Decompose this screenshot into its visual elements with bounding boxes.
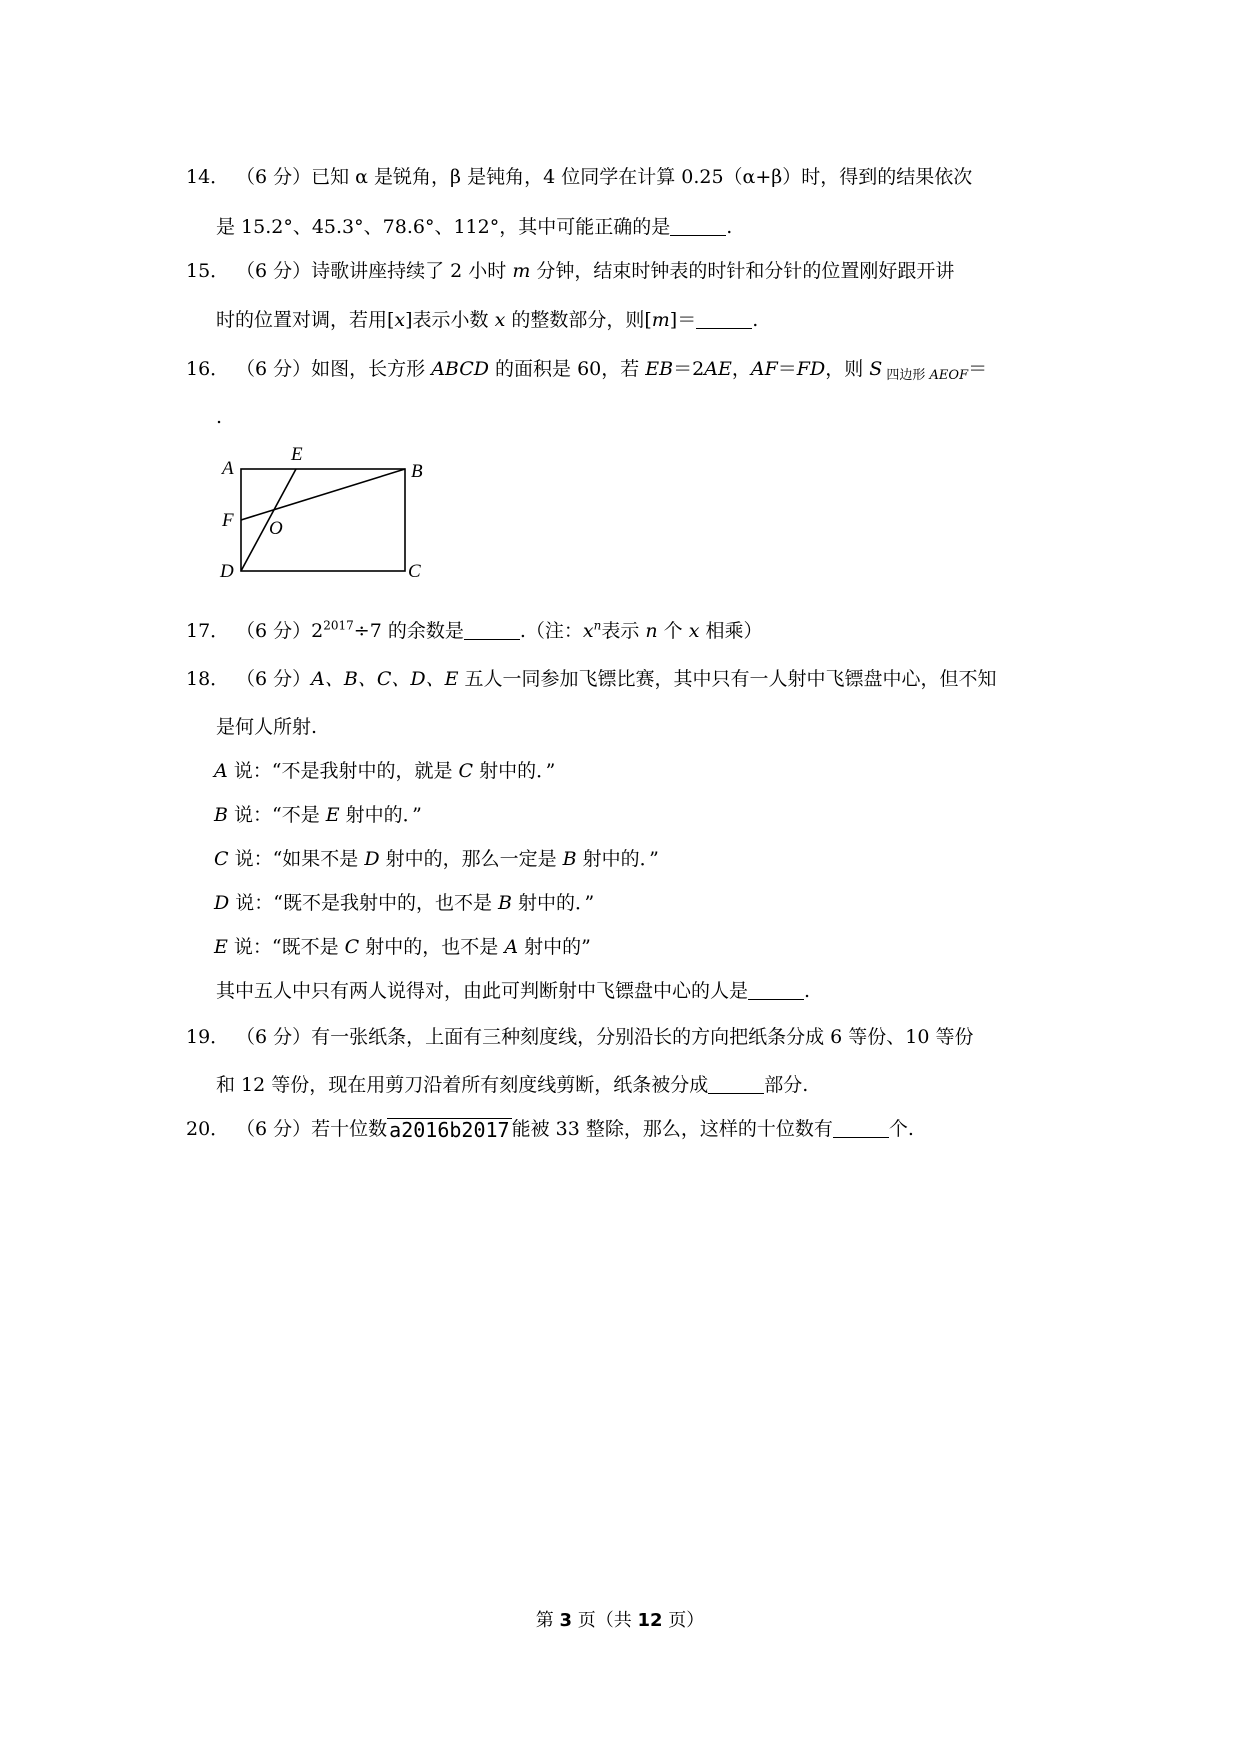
problem-text: ，则 [825,358,870,380]
problem-text: 相乘） [699,620,763,642]
problem-18-line-2 [216,714,317,740]
variable: C [214,848,229,870]
page-number: 3 [559,1610,572,1631]
variable: A、B、C、D、E [311,668,459,690]
statement-d [214,890,594,916]
rectangle-figure [218,444,438,584]
problem-text: . [216,406,223,428]
problem-text: 分钟，结束时钟表的时针和分针的位置刚好跟开讲 [530,260,955,282]
problem-18-line-1 [186,666,997,692]
variable: EB [645,358,674,380]
problem-number: 16． [186,358,230,380]
variable: m [651,309,670,331]
variable: E [214,936,228,958]
problem-text: 能被 33 整除，那么，这样的十位数有 [511,1118,833,1140]
variable: x [582,620,594,642]
variable: n [645,620,658,642]
problem-text: 射中的，也不是 [359,936,505,958]
variable: x [394,309,406,331]
problem-number: 18． [186,668,230,690]
answer-blank [464,621,520,640]
variable: x [688,620,700,642]
problem-15-line-1 [186,258,954,284]
variable: B [214,804,228,826]
problem-19-line-2 [216,1072,808,1098]
statement-c [214,846,659,872]
answer-blank [833,1119,889,1138]
variable: S [869,358,883,380]
problem-text: 的面积是 60，若 [489,358,646,380]
problem-text: 和 12 等份，现在用剪刀沿着所有刻度线剪断，纸条被分成 [216,1074,709,1096]
problem-20-line-1 [186,1116,914,1142]
problem-14-line-1 [186,164,972,190]
problem-text: 五人一同参加飞镖比赛，其中只有一人射中飞镖盘中心，但不知 [458,668,997,690]
subscript: 四边形 [882,368,930,383]
variable: m [512,260,531,282]
problem-text: . [804,980,811,1002]
figure-label-e: E [291,444,303,465]
problem-16-line-2 [216,404,222,430]
problem-text: ]＝ [669,309,697,331]
variable: FD [796,358,826,380]
problem-text: 是何人所射. [216,716,318,738]
problem-number: 15． [186,260,230,282]
page-total: 12 [637,1610,663,1631]
problem-text: 的整数部分，则[ [505,309,652,331]
figure-label-f: F [222,510,234,531]
answer-blank [748,981,804,1000]
problem-text: ， [731,358,751,380]
problem-text: 射中的．” [512,892,595,914]
problem-text: 说：“既不是 [227,936,345,958]
figure-label-b: B [411,461,423,482]
problem-text: 其中五人中只有两人说得对，由此可判断射中飞镖盘中心的人是 [216,980,749,1002]
variable: A [504,936,519,958]
variable: A [214,760,228,782]
figure-label-d: D [220,561,234,582]
figure-label-o: O [269,518,283,539]
exponent: n [593,618,602,633]
problem-number: 19． [186,1026,230,1048]
page-footer [0,1609,1240,1633]
problem-text: 射中的，那么一定是 [379,848,563,870]
rectangle-abcd [241,469,405,571]
problem-text: 说：“不是 [227,804,326,826]
segment-bf [241,469,405,520]
problem-text: 如图，长方形 [311,358,432,380]
variable: B [498,892,512,914]
problem-15-line-2 [216,307,758,333]
statement-e [214,934,591,960]
variable: x [494,309,506,331]
answer-blank [696,310,752,329]
problem-text: ＝ [968,358,988,380]
variable: B [562,848,577,870]
variable: C [344,936,360,958]
problem-text: 说：“既不是我射中的，也不是 [229,892,499,914]
problem-text: 已知 α 是锐角，β 是钝角，4 位同学在计算 0.25（α+β）时，得到的结果依次 [311,166,973,188]
problem-text: . [726,216,733,238]
problem-text: 射中的．” [339,804,422,826]
problem-text: 说：“不是我射中的，就是 [227,760,459,782]
variable: E [325,804,340,826]
problem-14-line-2 [216,214,732,240]
statement-b [214,802,422,828]
problem-16-line-1 [186,356,987,389]
variable: D [364,848,380,870]
problem-text: 是 15.2°、45.3°、78.6°、112°，其中可能正确的是 [216,216,671,238]
answer-blank [670,217,726,236]
problem-text: ＝ [777,358,797,380]
problem-text: 部分. [764,1074,809,1096]
problem-18-conclusion [216,978,810,1004]
problem-17-line-1 [186,618,763,644]
footer-text: 页（共 [572,1610,638,1631]
statement-a [214,758,555,784]
problem-text: 表示 [601,620,646,642]
problem-text: ]表示小数 [405,309,495,331]
variable: ABCD [431,358,489,380]
problem-text: 射中的” [518,936,591,958]
problem-text: 若十位数 [311,1118,388,1140]
problem-text: ＝2 [673,358,705,380]
problem-text: 诗歌讲座持续了 2 小时 [311,260,513,282]
subscript: AEOF [929,368,969,383]
problem-text: 2 [311,620,324,642]
problem-number: 17． [186,620,230,642]
problem-text: .（注： [519,620,583,642]
exponent: 2017 [323,618,354,633]
problem-score: （6 分） [236,668,312,690]
problem-text: 说：“如果不是 [228,848,365,870]
variable: C [458,760,474,782]
figure-label-c: C [408,561,421,582]
problem-text: 有一张纸条，上面有三种刻度线，分别沿长的方向把纸条分成 6 等份、10 等份 [311,1026,974,1048]
answer-blank [708,1075,764,1094]
problem-text: 个. [888,1118,914,1140]
problem-score: （6 分） [236,358,312,380]
problem-text: 射中的．” [473,760,556,782]
problem-number: 14． [186,166,230,188]
footer-text: 页） [662,1610,705,1631]
variable: D [214,892,230,914]
problem-score: （6 分） [236,620,312,642]
problem-score: （6 分） [236,1118,312,1140]
problem-number: 20． [186,1118,230,1140]
variable: AF [750,358,778,380]
problem-text: ÷7 的余数是 [353,620,464,642]
problem-text: . [752,309,759,331]
footer-text: 第 [535,1610,560,1631]
figure-label-a: A [222,458,234,479]
problem-text: 射中的．” [576,848,659,870]
problem-score: （6 分） [236,1026,312,1048]
overlined-number: a2016b2017 [389,1118,510,1142]
variable: AE [704,358,732,380]
problem-score: （6 分） [236,260,312,282]
problem-text: 个 [657,620,689,642]
problem-19-line-1 [186,1024,974,1050]
problem-text: 时的位置对调，若用[ [216,309,395,331]
problem-score: （6 分） [236,166,312,188]
